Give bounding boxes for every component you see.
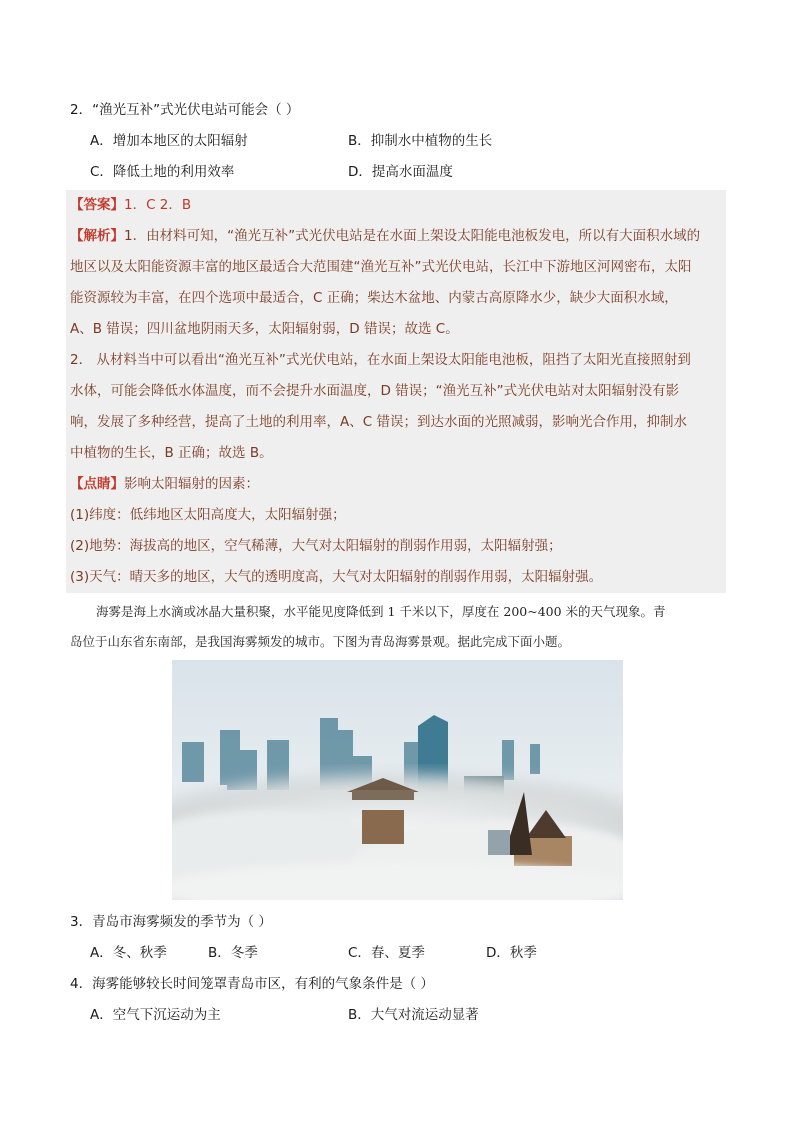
tips-line	[66, 469, 726, 500]
q3-option-b: B．冬季	[208, 945, 258, 961]
question-3-stem: 3．青岛市海雾频发的季节为（ ）	[70, 914, 272, 930]
passage	[70, 597, 730, 657]
question-4-stem: 4．海雾能够较长时间笼罩青岛市区，有利的气象条件是（ ）	[70, 976, 434, 992]
analysis-line-3: 能资源较为丰富，在四个选项中最适合，C 正确；柴达木盆地、内蒙古高原降水少，缺少大面积水域，	[70, 290, 678, 306]
q3-option-a: A．冬、秋季	[90, 945, 167, 961]
analysis-line-5: 2． 从材料当中可以看出“渔光互补”式光伏电站，在水面上架设太阳能电池板，阻挡了太阳光直接照射到	[70, 352, 691, 368]
q4-option-a: A．空气下沉运动为主	[90, 1007, 221, 1023]
analysis-line-1: 【解析】1．由材料可知，“渔光互补”式光伏电站是在水面上架设太阳能电池板发电，所以有大面积水域的	[70, 228, 701, 244]
analysis-line-8: 中植物的生长，B 正确；故选 B。	[70, 445, 273, 461]
analysis-line-7: 响，发展了多种经营，提高了土地的利用率，A、C 错误；到达水面的光照减弱，影响光合作用，抑制水	[70, 414, 687, 430]
answer-text: 1．C 2．B	[124, 197, 192, 213]
answer-line	[66, 190, 726, 221]
answer-analysis-block	[66, 190, 726, 593]
answer-label: 【答案】	[70, 197, 124, 213]
q3-option-d: D．秋季	[486, 945, 537, 961]
analysis-line-6: 水体，可能会降低水体温度，而不会提升水面温度，D 错误；“渔光互补”式光伏电站对太阳辐射没有影	[70, 383, 680, 399]
q2-option-b: B．抑制水中植物的生长	[348, 133, 493, 149]
analysis-line-4: A、B 错误；四川盆地阴雨天多，太阳辐射弱，D 错误；故选 C。	[70, 321, 459, 337]
analysis-line-2: 地区以及太阳能资源丰富的地区最适合大范围建“渔光互补”式光伏电站，长江中下游地区河网密布，太阳	[70, 259, 692, 275]
q2-option-a: A．增加本地区的太阳辐射	[90, 133, 248, 149]
q2-option-c: C．降低土地的利用效率	[90, 164, 235, 180]
question-2-stem: 2．“渔光互补”式光伏电站可能会（ ）	[70, 102, 300, 118]
passage-line-1: 海雾是海上水滴或冰晶大量积聚，水平能见度降低到 1 千米以下，厚度在 200~400 米的天气现象。青	[96, 604, 666, 619]
tips-item-2: (2)地势：海拔高的地区，空气稀薄，大气对太阳辐射的削弱作用弱，太阳辐射强；	[70, 538, 562, 554]
qingdao-sea-fog-photo	[172, 660, 623, 900]
q4-option-b: B．大气对流运动显著	[348, 1007, 479, 1023]
q3-option-c: C．春、夏季	[348, 945, 425, 961]
q2-option-d: D．提高水面温度	[348, 164, 453, 180]
analysis-label: 【解析】	[70, 228, 124, 244]
tips-label: 【点睛】	[70, 476, 124, 492]
passage-line-2: 岛位于山东省东南部，是我国海雾频发的城市。下图为青岛海雾景观。据此完成下面小题。	[70, 634, 571, 649]
tips-item-3: (3)天气：晴天多的地区，大气的透明度高，大气对太阳辐射的削弱作用弱，太阳辐射强。	[70, 569, 603, 585]
tips-title: 影响太阳辐射的因素：	[124, 476, 259, 492]
tips-item-1: (1)纬度：低纬地区太阳高度大，太阳辐射强；	[70, 507, 346, 523]
